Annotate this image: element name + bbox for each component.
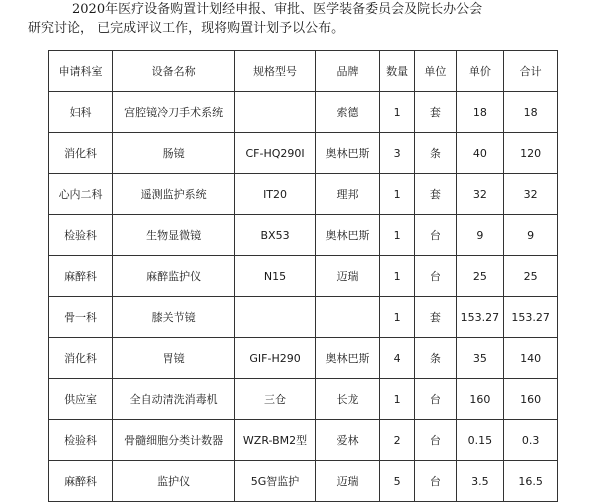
- cell-model: IT20: [235, 174, 316, 215]
- cell-unit-price: 153.27: [456, 297, 504, 338]
- cell-unit: 套: [415, 174, 456, 215]
- cell-unit: 台: [415, 461, 456, 502]
- header-unit-price: 单价: [456, 51, 504, 92]
- cell-equipment-name: 全自动清洗消毒机: [113, 379, 235, 420]
- cell-department: 麻醉科: [49, 256, 113, 297]
- cell-unit: 台: [415, 215, 456, 256]
- cell-department: 检验科: [49, 420, 113, 461]
- cell-unit-price: 40: [456, 133, 504, 174]
- intro-paragraph: [28, 0, 568, 38]
- cell-department: 妇科: [49, 92, 113, 133]
- cell-department: 供应室: [49, 379, 113, 420]
- cell-equipment-name: 生物显微镜: [113, 215, 235, 256]
- cell-brand: 迈瑞: [315, 256, 379, 297]
- cell-equipment-name: 麻醉监护仪: [113, 256, 235, 297]
- header-department: 申请科室: [49, 51, 113, 92]
- table-row: [49, 338, 558, 379]
- cell-equipment-name: 胃镜: [113, 338, 235, 379]
- cell-total: 120: [504, 133, 558, 174]
- cell-model: [235, 92, 316, 133]
- cell-total: 16.5: [504, 461, 558, 502]
- cell-unit-price: 18: [456, 92, 504, 133]
- cell-brand: 长龙: [315, 379, 379, 420]
- table-row: [49, 92, 558, 133]
- cell-unit: 台: [415, 420, 456, 461]
- cell-model: N15: [235, 256, 316, 297]
- cell-equipment-name: 骨髓细胞分类计数器: [113, 420, 235, 461]
- cell-unit: 台: [415, 256, 456, 297]
- cell-unit-price: 0.15: [456, 420, 504, 461]
- cell-equipment-name: 肠镜: [113, 133, 235, 174]
- cell-quantity: 2: [380, 420, 415, 461]
- cell-unit: 条: [415, 338, 456, 379]
- table-row: [49, 420, 558, 461]
- table-row: [49, 215, 558, 256]
- cell-equipment-name: 膝关节镜: [113, 297, 235, 338]
- cell-total: 160: [504, 379, 558, 420]
- cell-quantity: 1: [380, 174, 415, 215]
- header-model: 规格型号: [235, 51, 316, 92]
- table-row: [49, 174, 558, 215]
- cell-unit-price: 35: [456, 338, 504, 379]
- table-row: [49, 379, 558, 420]
- cell-brand: 迈瑞: [315, 461, 379, 502]
- cell-equipment-name: 遥测监护系统: [113, 174, 235, 215]
- header-equipment-name: 设备名称: [113, 51, 235, 92]
- header-brand: 品牌: [315, 51, 379, 92]
- header-total: 合计: [504, 51, 558, 92]
- cell-model: 5G智监护: [235, 461, 316, 502]
- intro-line-1: 2020年医疗设备购置计划经申报、审批、医学装备委员会及院长办公会: [72, 2, 483, 17]
- cell-quantity: 3: [380, 133, 415, 174]
- cell-model: [235, 297, 316, 338]
- cell-brand: 奥林巴斯: [315, 215, 379, 256]
- table-row: [49, 133, 558, 174]
- cell-model: GIF-H290: [235, 338, 316, 379]
- cell-department: 消化科: [49, 338, 113, 379]
- cell-total: 25: [504, 256, 558, 297]
- cell-department: 心内二科: [49, 174, 113, 215]
- cell-brand: [315, 297, 379, 338]
- cell-unit-price: 25: [456, 256, 504, 297]
- cell-equipment-name: 宫腔镜冷刀手术系统: [113, 92, 235, 133]
- cell-quantity: 5: [380, 461, 415, 502]
- cell-unit: 套: [415, 92, 456, 133]
- cell-brand: 理邦: [315, 174, 379, 215]
- cell-brand: 奥林巴斯: [315, 133, 379, 174]
- cell-department: 消化科: [49, 133, 113, 174]
- cell-unit: 条: [415, 133, 456, 174]
- cell-model: CF-HQ290I: [235, 133, 316, 174]
- cell-total: 32: [504, 174, 558, 215]
- cell-brand: 索德: [315, 92, 379, 133]
- purchase-plan-table: [48, 50, 558, 502]
- cell-unit: 台: [415, 379, 456, 420]
- cell-department: 骨一科: [49, 297, 113, 338]
- cell-unit-price: 32: [456, 174, 504, 215]
- cell-model: BX53: [235, 215, 316, 256]
- cell-unit-price: 160: [456, 379, 504, 420]
- table-row: [49, 297, 558, 338]
- cell-total: 0.3: [504, 420, 558, 461]
- table-header-row: [49, 51, 558, 92]
- cell-brand: 奥林巴斯: [315, 338, 379, 379]
- cell-department: 检验科: [49, 215, 113, 256]
- cell-total: 153.27: [504, 297, 558, 338]
- cell-quantity: 1: [380, 92, 415, 133]
- cell-unit-price: 3.5: [456, 461, 504, 502]
- cell-quantity: 1: [380, 215, 415, 256]
- cell-model: WZR-BM2型: [235, 420, 316, 461]
- header-unit: 单位: [415, 51, 456, 92]
- cell-unit-price: 9: [456, 215, 504, 256]
- cell-quantity: 1: [380, 256, 415, 297]
- cell-model: 三仓: [235, 379, 316, 420]
- table-row: [49, 256, 558, 297]
- cell-brand: 爱林: [315, 420, 379, 461]
- header-quantity: 数量: [380, 51, 415, 92]
- cell-quantity: 1: [380, 379, 415, 420]
- cell-total: 18: [504, 92, 558, 133]
- intro-line-2: 研究讨论， 已完成评议工作，现将购置计划予以公布。: [28, 21, 345, 36]
- cell-equipment-name: 监护仪: [113, 461, 235, 502]
- cell-quantity: 4: [380, 338, 415, 379]
- cell-total: 140: [504, 338, 558, 379]
- table-row: [49, 461, 558, 502]
- cell-department: 麻醉科: [49, 461, 113, 502]
- cell-unit: 套: [415, 297, 456, 338]
- cell-total: 9: [504, 215, 558, 256]
- cell-quantity: 1: [380, 297, 415, 338]
